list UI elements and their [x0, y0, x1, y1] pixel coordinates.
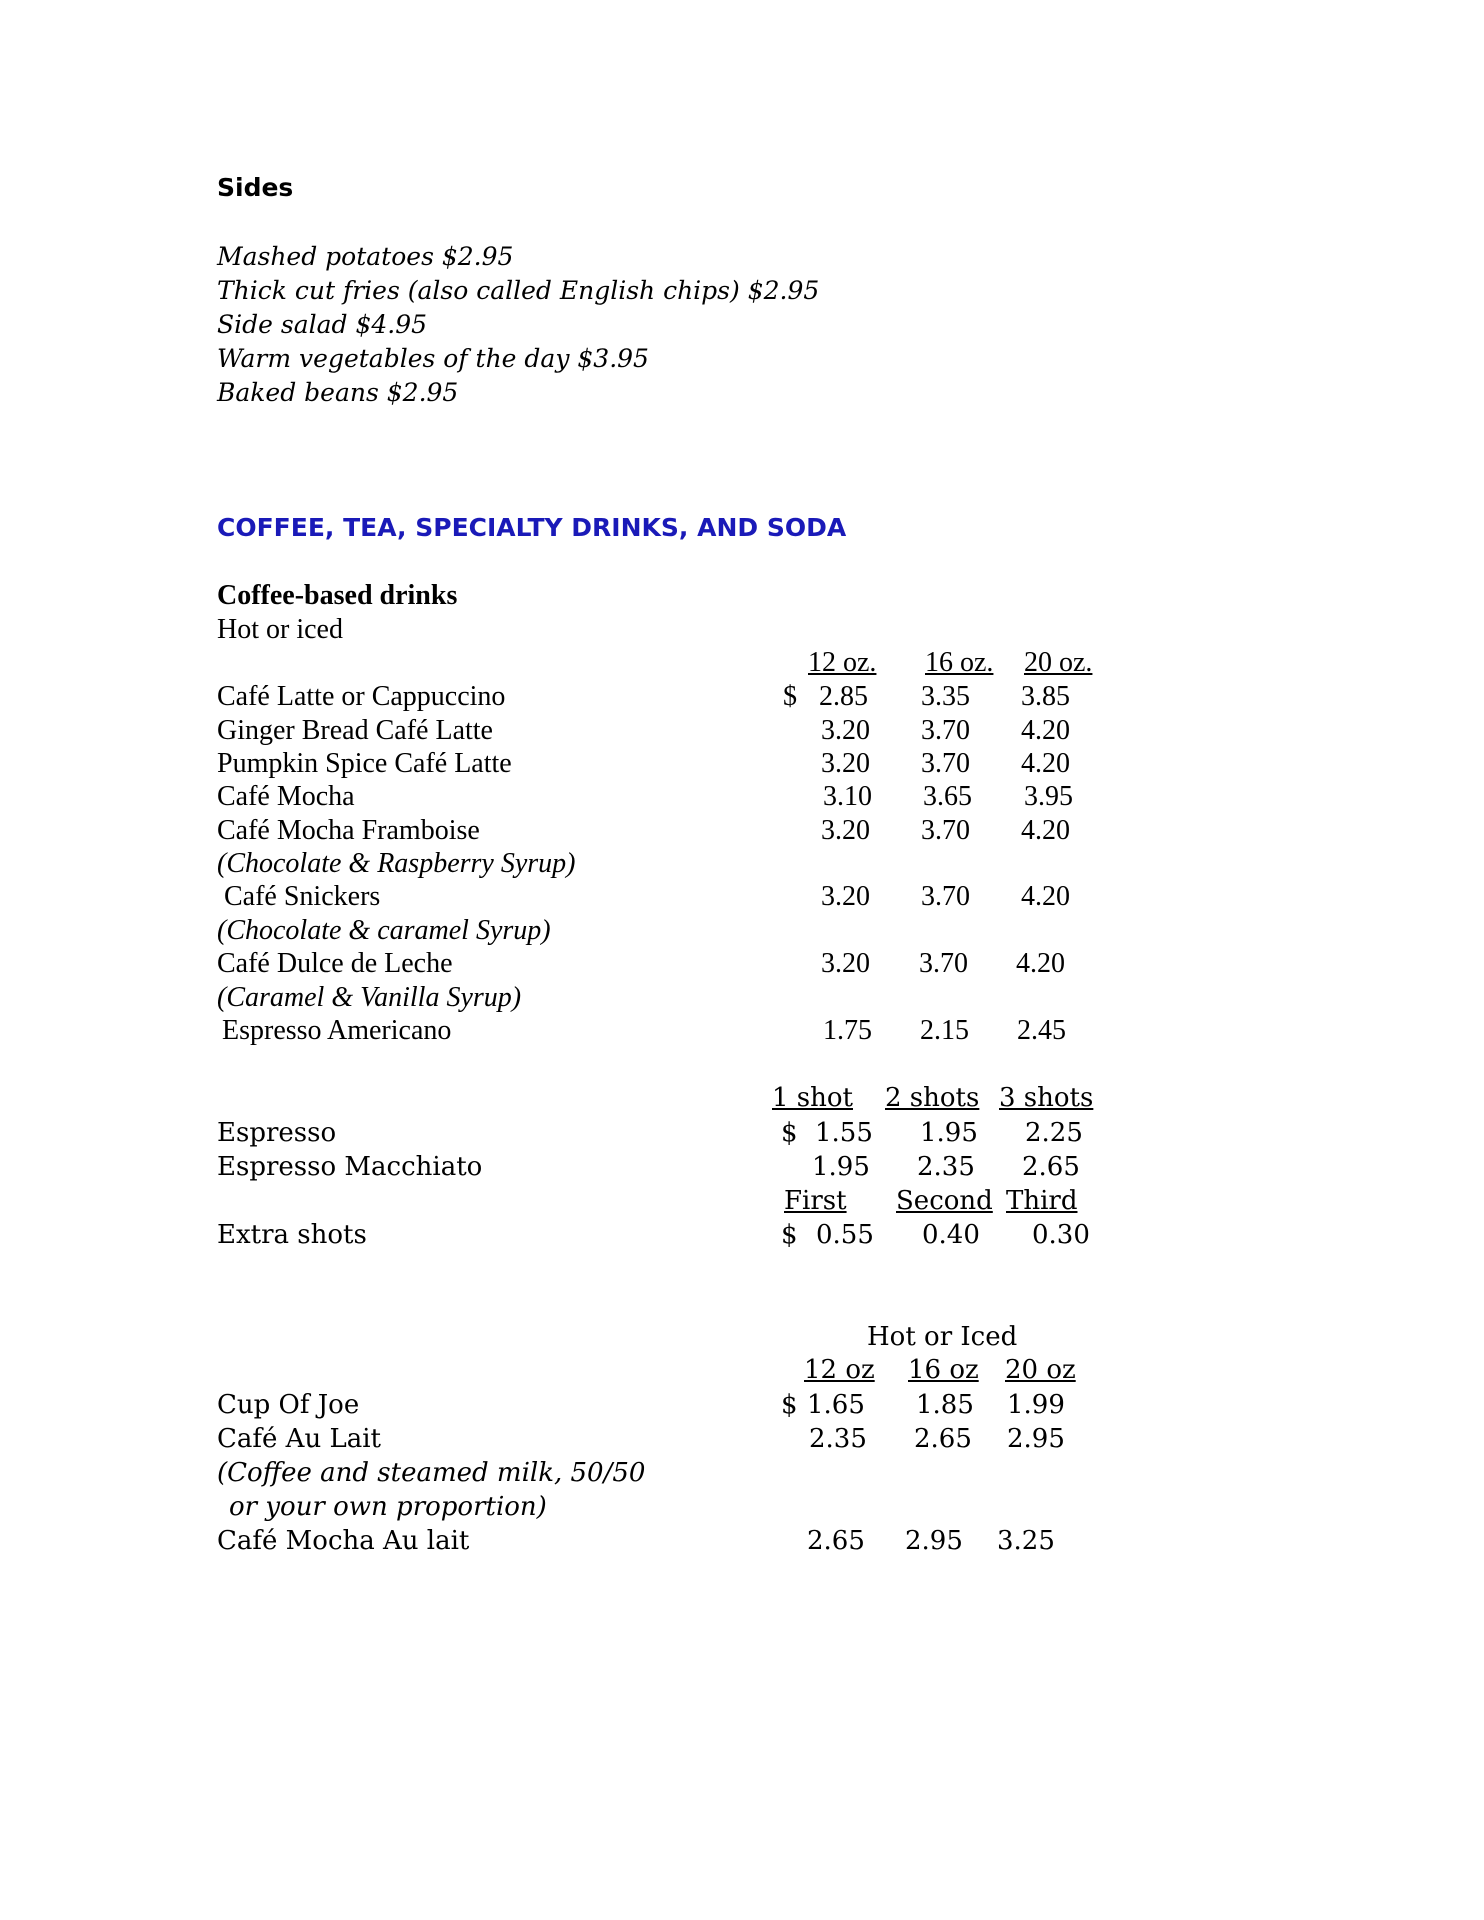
- price-16oz: 3.35: [921, 681, 970, 712]
- price-second: 0.40: [922, 1220, 980, 1250]
- price-20oz: 2.95: [1007, 1424, 1065, 1454]
- joe-header-12oz: 12 oz: [804, 1355, 875, 1385]
- coffee-item-label: Café Latte or Cappuccino: [217, 681, 506, 712]
- price-3shots: 2.65: [1022, 1152, 1080, 1182]
- price-20oz: 4.20: [1016, 948, 1065, 979]
- coffee-item-label: Pumpkin Spice Café Latte: [217, 748, 512, 779]
- price-12oz: 3.20: [821, 948, 870, 979]
- price-1shot: 1.95: [812, 1152, 870, 1182]
- price-2shots: 2.35: [917, 1152, 975, 1182]
- coffee-item-label: Café Mocha: [217, 781, 355, 812]
- price-20oz: 4.20: [1021, 715, 1070, 746]
- price-12oz: 3.20: [821, 881, 870, 912]
- price-20oz: 3.25: [997, 1526, 1055, 1556]
- sides-item: Baked beans $2.95: [217, 378, 459, 407]
- currency-symbol: $: [781, 1118, 798, 1148]
- sides-item: Side salad $4.95: [217, 310, 428, 339]
- joe-item-note: or your own proportion): [229, 1492, 547, 1522]
- coffee-item-label: Ginger Bread Café Latte: [217, 715, 493, 746]
- price-16oz: 3.70: [921, 815, 970, 846]
- currency-symbol: $: [781, 1220, 798, 1250]
- coffee-item-label: Café Dulce de Leche: [217, 948, 453, 979]
- joe-note: Hot or Iced: [867, 1322, 1018, 1352]
- coffee-item-label: Espresso Americano: [222, 1015, 452, 1046]
- coffee-item-note: (Chocolate & caramel Syrup): [217, 915, 551, 946]
- price-12oz: 2.35: [809, 1424, 867, 1454]
- extra-header-second: Second: [896, 1186, 993, 1216]
- price-12oz: 1.75: [823, 1015, 872, 1046]
- sides-heading: Sides: [217, 173, 294, 202]
- coffee-note: Hot or iced: [217, 614, 343, 645]
- price-16oz: 3.70: [919, 948, 968, 979]
- espresso-item-label: Espresso: [217, 1118, 337, 1148]
- espresso-header-2shots: 2 shots: [885, 1083, 980, 1113]
- price-12oz: 2.65: [807, 1526, 865, 1556]
- price-20oz: 4.20: [1021, 815, 1070, 846]
- sides-item: Thick cut fries (also called English chips) $2.95: [217, 276, 820, 305]
- sides-item: Warm vegetables of the day $3.95: [217, 344, 649, 373]
- coffee-item-label: Café Mocha Framboise: [217, 815, 480, 846]
- price-3shots: 2.25: [1025, 1118, 1083, 1148]
- extra-header-third: Third: [1006, 1186, 1078, 1216]
- coffee-header-12oz: 12 oz.: [808, 647, 877, 678]
- coffee-header-20oz: 20 oz.: [1024, 647, 1093, 678]
- coffee-heading: Coffee-based drinks: [217, 580, 458, 611]
- price-20oz: 4.20: [1021, 881, 1070, 912]
- price-16oz: 2.95: [905, 1526, 963, 1556]
- price-16oz: 2.65: [914, 1424, 972, 1454]
- price-1shot: 1.55: [815, 1118, 873, 1148]
- price-16oz: 3.70: [921, 881, 970, 912]
- price-16oz: 3.65: [923, 781, 972, 812]
- joe-header-20oz: 20 oz: [1005, 1355, 1076, 1385]
- joe-item-label: Cup Of Joe: [217, 1390, 360, 1420]
- section-heading: COFFEE, TEA, SPECIALTY DRINKS, AND SODA: [217, 513, 847, 542]
- espresso-header-1shot: 1 shot: [772, 1083, 853, 1113]
- price-20oz: 1.99: [1007, 1390, 1065, 1420]
- price-first: 0.55: [816, 1220, 874, 1250]
- coffee-item-note: (Caramel & Vanilla Syrup): [217, 982, 522, 1013]
- price-16oz: 2.15: [920, 1015, 969, 1046]
- joe-item-note: (Coffee and steamed milk, 50/50: [217, 1458, 646, 1488]
- price-16oz: 1.85: [916, 1390, 974, 1420]
- coffee-item-label: Café Snickers: [224, 881, 381, 912]
- extra-header-first: First: [784, 1186, 847, 1216]
- price-third: 0.30: [1032, 1220, 1090, 1250]
- price-20oz: 3.95: [1024, 781, 1073, 812]
- price-12oz: 3.10: [823, 781, 872, 812]
- price-12oz: 3.20: [821, 748, 870, 779]
- currency-symbol: $: [781, 1390, 798, 1420]
- coffee-item-note: (Chocolate & Raspberry Syrup): [217, 848, 576, 879]
- price-16oz: 3.70: [921, 715, 970, 746]
- extra-shots-label: Extra shots: [217, 1220, 367, 1250]
- price-2shots: 1.95: [920, 1118, 978, 1148]
- price-20oz: 4.20: [1021, 748, 1070, 779]
- espresso-header-3shots: 3 shots: [999, 1083, 1094, 1113]
- price-12oz: 3.20: [821, 715, 870, 746]
- sides-item: Mashed potatoes $2.95: [217, 242, 514, 271]
- price-12oz: 2.85: [819, 681, 868, 712]
- price-12oz: 3.20: [821, 815, 870, 846]
- price-12oz: 1.65: [807, 1390, 865, 1420]
- joe-header-16oz: 16 oz: [908, 1355, 979, 1385]
- coffee-header-16oz: 16 oz.: [925, 647, 994, 678]
- joe-item-label: Café Au Lait: [217, 1424, 381, 1454]
- price-20oz: 2.45: [1017, 1015, 1066, 1046]
- price-20oz: 3.85: [1021, 681, 1070, 712]
- espresso-item-label: Espresso Macchiato: [217, 1152, 483, 1182]
- currency-symbol: $: [783, 681, 797, 712]
- price-16oz: 3.70: [921, 748, 970, 779]
- joe-item-label: Café Mocha Au lait: [217, 1526, 470, 1556]
